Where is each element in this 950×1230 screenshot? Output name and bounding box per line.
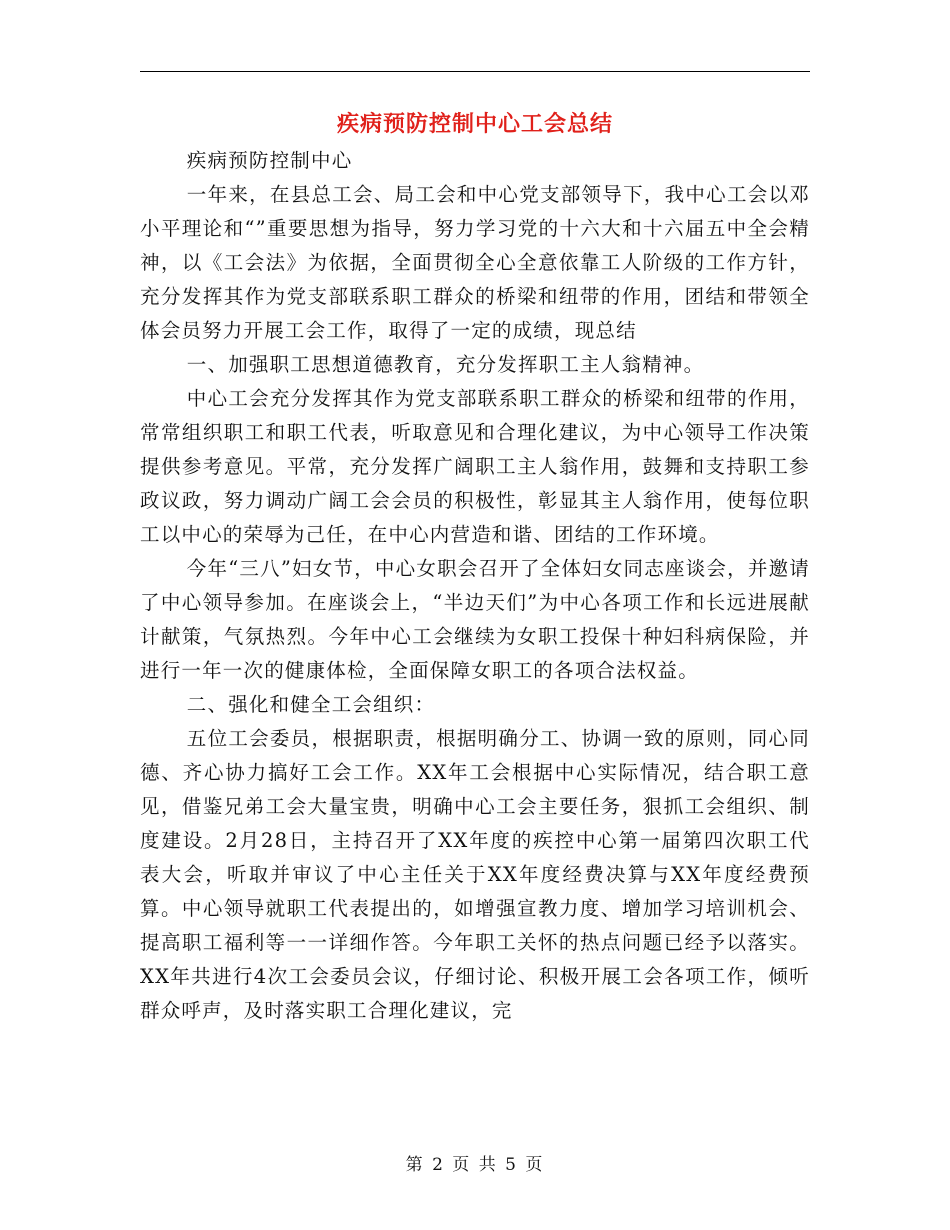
section-heading: 二、强化和健全工会组织：: [186, 693, 436, 716]
body-paragraph: 疾病预防控制中心: [186, 149, 353, 172]
body-paragraph: 今年“三八”妇女节，中心女职会召开了全体妇女同志座谈会，并邀请了中心领导参加。在座谈会上，“半边天们”为中心各项工作和长远进展献计献策，气氛热烈。今年中心工会继续为女职工投保十种妇科病保险，并进行一年一次的健康体检，全面保障女职工的各项合法权益。: [140, 557, 810, 682]
section-heading: 一、加强职工思想道德教育，充分发挥职工主人翁精神。: [186, 353, 705, 376]
page-number: 第 2 页 共 5 页: [405, 1155, 545, 1175]
document-title: 疾病预防控制中心工会总结: [336, 111, 613, 137]
header-rule: [140, 71, 810, 72]
document-body: [140, 144, 810, 1028]
body-paragraph: 一年来，在县总工会、局工会和中心党支部领导下，我中心工会以邓小平理论和“”重要思想为指导，努力学习党的十六大和十六届五中全会精神，以《工会法》为依据，全面贯彻全心全意依靠工人阶级的工作方针，充分发挥其作为党支部联系职工群众的桥梁和纽带的作用，团结和带领全体会员努力开展工会工作，取得了一定的成绩，现总结: [140, 183, 810, 342]
body-paragraph: 中心工会充分发挥其作为党支部联系职工群众的桥梁和纽带的作用，常常组织职工和职工代表，听取意见和合理化建议，为中心领导工作决策提供参考意见。平常，充分发挥广阔职工主人翁作用，鼓舞和支持职工参政议政，努力调动广阔工会会员的积极性，彰显其主人翁作用，使每位职工以中心的荣辱为己任，在中心内营造和谐、团结的工作环境。: [140, 387, 810, 546]
body-paragraph: 五位工会委员，根据职责，根据明确分工、协调一致的原则，同心同德、齐心协力搞好工会工作。XX年工会根据中心实际情况，结合职工意见，借鉴兄弟工会大量宝贵，明确中心工会主要任务，狠抓工会组织、制度建设。2月28日，主持召开了XX年度的疾控中心第一届第四次职工代表大会，听取并审议了中心主任关于XX年度经费决算与XX年度经费预算。中心领导就职工代表提出的，如增强宣教力度、增加学习培训机会、提高职工福利等一一详细作答。今年职工关怀的热点问题已经予以落实。XX年共进行4次工会委员会议，仔细讨论、积极开展工会各项工作，倾听群众呼声，及时落实职工合理化建议，完: [140, 727, 810, 1022]
